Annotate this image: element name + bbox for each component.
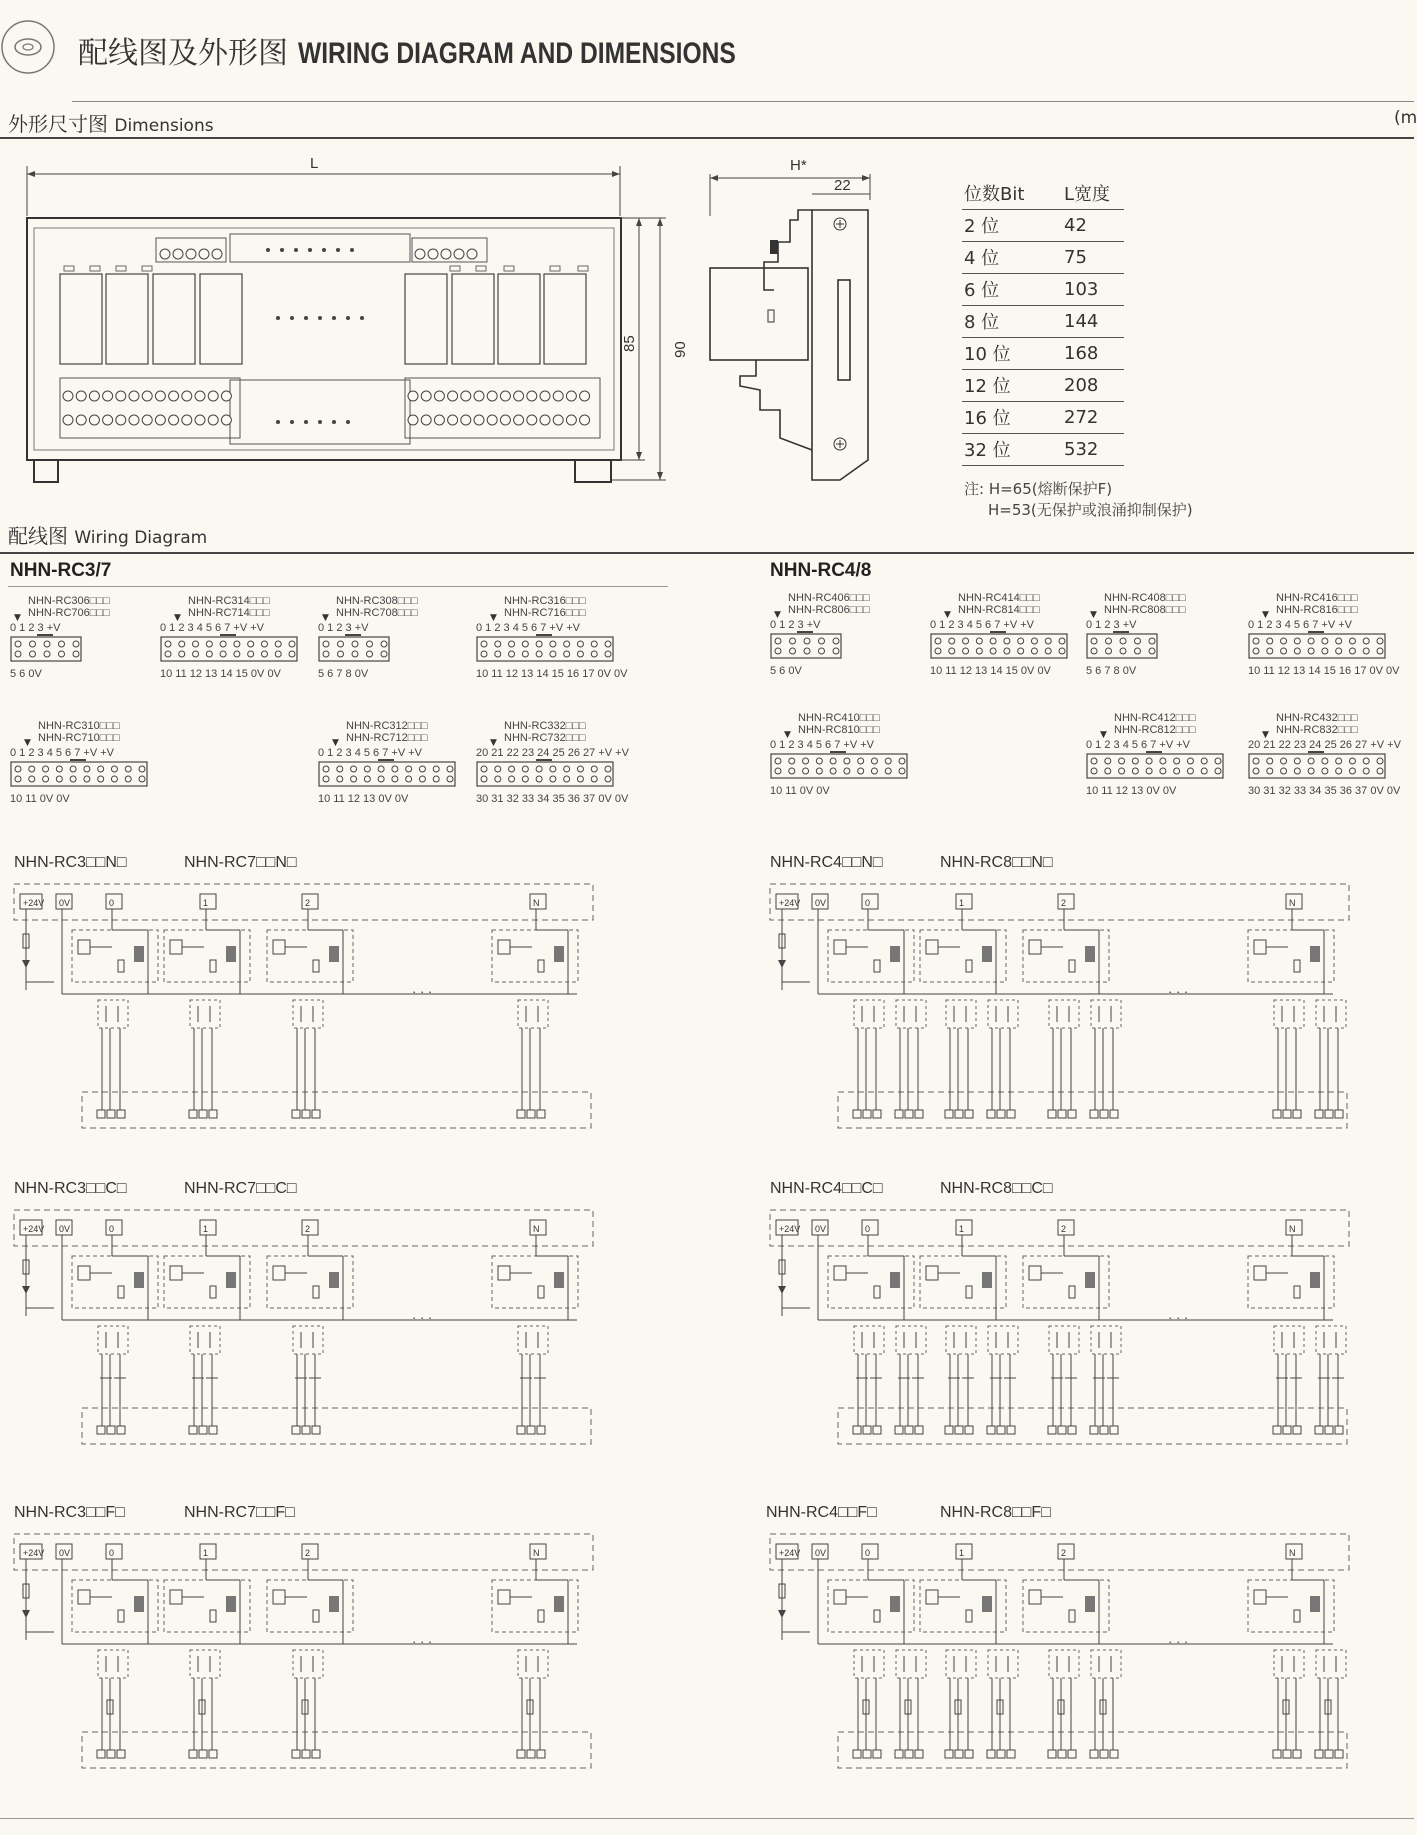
pin-labels-bottom: 30 31 32 33 34 35 36 37 0V 0V xyxy=(1248,785,1401,797)
model-block xyxy=(1086,592,1186,677)
model-name: NHN-RC416□□□ xyxy=(1276,592,1358,604)
wiring-schematic-c-single xyxy=(12,1208,607,1458)
terminal-label: 1 xyxy=(203,898,209,908)
bit-cell: 8 位 xyxy=(962,306,1062,338)
pin-labels: 20 21 22 23 24 25 26 27 +V +V xyxy=(1248,739,1401,751)
model-name: NHN-RC408□□□ xyxy=(1104,592,1186,604)
ellipsis-label: · · · xyxy=(412,1310,433,1325)
pin-labels: 0 1 2 3 4 5 6 7 +V +V xyxy=(770,739,874,751)
model-block xyxy=(10,720,150,805)
pin-labels-bottom: 10 11 12 13 14 15 0V 0V xyxy=(160,668,281,680)
pin-labels-bottom: 5 6 7 8 0V xyxy=(1086,665,1137,677)
terminal-label: 2 xyxy=(305,898,311,908)
terminal-label: 2 xyxy=(1061,898,1067,908)
terminal-label: 0 xyxy=(865,1548,871,1558)
model-block xyxy=(1248,592,1399,677)
model-name: NHN-RC314□□□ xyxy=(188,595,270,607)
width-cell: 168 xyxy=(1062,338,1124,370)
width-cell: 532 xyxy=(1062,434,1124,466)
terminal-label: +24V xyxy=(779,898,801,908)
model-name: NHN-RC332□□□ xyxy=(504,720,586,732)
page-title-en: WIRING DIAGRAM AND DIMENSIONS xyxy=(297,37,736,70)
pin-labels-bottom: 10 11 12 13 14 15 0V 0V xyxy=(930,665,1051,677)
terminal-label: 0V xyxy=(815,898,827,908)
model-name-alt: NHN-RC806□□□ xyxy=(788,604,870,616)
model-name-alt: NHN-RC812□□□ xyxy=(1114,724,1196,736)
terminal-label: 0V xyxy=(59,898,71,908)
model-name: NHN-RC432□□□ xyxy=(1276,712,1358,724)
connector-icon xyxy=(318,759,458,789)
model-name: NHN-RC410□□□ xyxy=(798,712,880,724)
unit-label: (m xyxy=(1394,108,1417,128)
pin1-marker-icon: ▼ xyxy=(774,610,781,620)
footer-divider xyxy=(0,1818,1414,1819)
group-label-rc8n: NHN-RC8□□N□ xyxy=(940,854,1053,871)
terminal-label: N xyxy=(1289,898,1296,908)
pin1-marker-icon: ▼ xyxy=(14,613,21,623)
pin-labels: 0 1 2 3 4 5 6 7 +V +V xyxy=(160,622,264,634)
table-row xyxy=(962,210,1124,242)
group-label-rc7c: NHN-RC7□□C□ xyxy=(184,1180,297,1197)
model-block xyxy=(318,595,418,680)
terminal-label: 1 xyxy=(959,1224,965,1234)
pin-labels: 0 1 2 3 4 5 6 7 +V +V xyxy=(930,619,1034,631)
pin1-marker-icon: ▼ xyxy=(1262,730,1269,740)
model-name: NHN-RC308□□□ xyxy=(336,595,418,607)
pin1-marker-icon: ▼ xyxy=(332,738,339,748)
model-name: NHN-RC310□□□ xyxy=(38,720,120,732)
table-row xyxy=(962,370,1124,402)
side-view-drawing xyxy=(700,150,880,490)
width-cell: 42 xyxy=(1062,210,1124,242)
terminal-label: 1 xyxy=(203,1224,209,1234)
pin1-marker-icon: ▼ xyxy=(490,738,497,748)
pin-labels: 0 1 2 3 +V xyxy=(318,622,369,634)
pin1-marker-icon: ▼ xyxy=(24,738,31,748)
dimensions-heading-cn: 外形尺寸图 xyxy=(8,112,108,136)
ellipsis-label: · · · xyxy=(1168,984,1189,999)
terminal-label: +24V xyxy=(779,1548,801,1558)
terminal-label: 0 xyxy=(865,1224,871,1234)
wiring-schematic-f-single xyxy=(12,1532,607,1782)
terminal-label: N xyxy=(533,1548,540,1558)
wiring-schematic-f-dual xyxy=(768,1532,1363,1782)
dim-90-label: 90 xyxy=(672,341,689,358)
model-block xyxy=(10,595,110,680)
logo-icon xyxy=(0,16,60,76)
pin-labels-bottom: 10 11 0V 0V xyxy=(770,785,830,797)
terminal-label: 1 xyxy=(959,898,965,908)
front-view-drawing xyxy=(20,150,689,490)
pin-labels: 0 1 2 3 +V xyxy=(770,619,821,631)
wiring-heading-en: Wiring Diagram xyxy=(74,528,208,548)
model-block xyxy=(476,720,629,805)
wiring-heading-cn: 配线图 xyxy=(8,524,68,548)
pin-labels: 20 21 22 23 24 25 26 27 +V +V xyxy=(476,747,629,759)
model-name: NHN-RC306□□□ xyxy=(28,595,110,607)
left-series-underline xyxy=(8,586,668,587)
pin-labels: 0 1 2 3 4 5 6 7 +V +V xyxy=(1086,739,1190,751)
terminal-label: 2 xyxy=(1061,1224,1067,1234)
group-label-rc3c: NHN-RC3□□C□ xyxy=(14,1180,127,1197)
connector-icon xyxy=(160,634,300,664)
model-name: NHN-RC316□□□ xyxy=(504,595,586,607)
pin1-marker-icon: ▼ xyxy=(174,613,181,623)
table-row xyxy=(962,402,1124,434)
pin-labels: 0 1 2 3 4 5 6 7 +V +V xyxy=(1248,619,1352,631)
pin-labels-bottom: 5 6 0V xyxy=(770,665,802,677)
bit-cell: 10 位 xyxy=(962,338,1062,370)
dim-85-label: 85 xyxy=(621,335,638,352)
connector-icon xyxy=(930,631,1070,661)
bit-cell: 4 位 xyxy=(962,242,1062,274)
ellipsis-label: · · · xyxy=(1168,1310,1189,1325)
model-block xyxy=(1086,712,1226,797)
terminal-label: 0 xyxy=(865,898,871,908)
terminal-label: +24V xyxy=(779,1224,801,1234)
connector-icon xyxy=(1086,751,1226,781)
terminal-label: 0V xyxy=(815,1548,827,1558)
pin1-marker-icon: ▼ xyxy=(784,730,791,740)
terminal-label: 2 xyxy=(1061,1548,1067,1558)
terminal-label: 1 xyxy=(203,1548,209,1558)
bit-width-table xyxy=(962,178,1124,466)
model-name-alt: NHN-RC714□□□ xyxy=(188,607,270,619)
terminal-label: 0 xyxy=(109,898,115,908)
table-row xyxy=(962,306,1124,338)
group-label-rc7f: NHN-RC7□□F□ xyxy=(184,1504,295,1521)
model-block xyxy=(160,595,300,680)
terminal-label: N xyxy=(533,1224,540,1234)
pin-labels: 0 1 2 3 4 5 6 7 +V +V xyxy=(476,622,580,634)
pin-labels-bottom: 10 11 12 13 14 15 16 17 0V 0V xyxy=(1248,665,1400,677)
terminal-label: 2 xyxy=(305,1224,311,1234)
terminal-label: 0V xyxy=(59,1224,71,1234)
terminal-label: +24V xyxy=(23,1224,45,1234)
terminal-label: 0 xyxy=(109,1548,115,1558)
width-cell: 208 xyxy=(1062,370,1124,402)
bit-cell: 2 位 xyxy=(962,210,1062,242)
pin-labels-bottom: 10 11 0V 0V xyxy=(10,793,70,805)
terminal-label: +24V xyxy=(23,898,45,908)
pin1-marker-icon: ▼ xyxy=(1100,730,1107,740)
terminal-label: 0 xyxy=(109,1224,115,1234)
dim-22-label: 22 xyxy=(834,177,851,194)
model-name: NHN-RC406□□□ xyxy=(788,592,870,604)
model-name: NHN-RC412□□□ xyxy=(1114,712,1196,724)
group-label-rc4n: NHN-RC4□□N□ xyxy=(770,854,883,871)
table-row xyxy=(962,338,1124,370)
pin-labels-bottom: 10 11 12 13 0V 0V xyxy=(1086,785,1177,797)
group-label-rc3n: NHN-RC3□□N□ xyxy=(14,854,127,871)
pin-labels: 0 1 2 3 +V xyxy=(1086,619,1137,631)
pin1-marker-icon: ▼ xyxy=(322,613,329,623)
note-line-2: H=53(无保护或浪涌抑制保护) xyxy=(988,501,1193,519)
model-name-alt: NHN-RC816□□□ xyxy=(1276,604,1358,616)
page-title-cn: 配线图及外形图 xyxy=(78,36,288,71)
left-series-heading: NHN-RC3/7 xyxy=(10,560,112,581)
width-cell: 75 xyxy=(1062,242,1124,274)
model-name-alt: NHN-RC710□□□ xyxy=(38,732,120,744)
wiring-heading xyxy=(8,520,207,549)
pin1-marker-icon: ▼ xyxy=(1262,610,1269,620)
pin-labels-bottom: 5 6 0V xyxy=(10,668,42,680)
wiring-schematic-n-single xyxy=(12,882,607,1132)
width-col-header: L宽度 xyxy=(1062,178,1124,210)
terminal-label: 0V xyxy=(59,1548,71,1558)
pin-labels-bottom: 10 11 12 13 14 15 16 17 0V 0V xyxy=(476,668,628,680)
note-line-1: 注: H=65(熔断保护F) xyxy=(964,480,1113,498)
connector-icon xyxy=(476,634,616,664)
model-name: NHN-RC414□□□ xyxy=(958,592,1040,604)
table-row xyxy=(962,434,1124,466)
wiring-schematic-c-dual xyxy=(768,1208,1363,1458)
pin-labels: 0 1 2 3 4 5 6 7 +V +V xyxy=(10,747,114,759)
group-label-rc8f: NHN-RC8□□F□ xyxy=(940,1504,1051,1521)
model-name-alt: NHN-RC732□□□ xyxy=(504,732,586,744)
connector-icon xyxy=(770,631,844,661)
model-name-alt: NHN-RC706□□□ xyxy=(28,607,110,619)
model-block xyxy=(476,595,627,680)
width-cell: 103 xyxy=(1062,274,1124,306)
model-name-alt: NHN-RC832□□□ xyxy=(1276,724,1358,736)
connector-icon xyxy=(770,751,910,781)
bit-col-header: 位数Bit xyxy=(962,178,1062,210)
pin-labels: 0 1 2 3 +V xyxy=(10,622,61,634)
table-row xyxy=(962,242,1124,274)
model-name-alt: NHN-RC708□□□ xyxy=(336,607,418,619)
connector-icon xyxy=(476,759,616,789)
model-name-alt: NHN-RC712□□□ xyxy=(346,732,428,744)
group-label-rc4f: NHN-RC4□□F□ xyxy=(766,1504,877,1521)
ellipsis-label: · · · xyxy=(412,984,433,999)
model-name-alt: NHN-RC810□□□ xyxy=(798,724,880,736)
model-name: NHN-RC312□□□ xyxy=(346,720,428,732)
connector-icon xyxy=(1086,631,1160,661)
pin-labels-bottom: 30 31 32 33 34 35 36 37 0V 0V xyxy=(476,793,629,805)
model-name-alt: NHN-RC808□□□ xyxy=(1104,604,1186,616)
group-label-rc7n: NHN-RC7□□N□ xyxy=(184,854,297,871)
model-block xyxy=(770,592,870,677)
dimensions-divider xyxy=(0,137,1414,139)
model-block xyxy=(318,720,458,805)
pin-labels: 0 1 2 3 4 5 6 7 +V +V xyxy=(318,747,422,759)
terminal-label: N xyxy=(1289,1548,1296,1558)
bit-cell: 16 位 xyxy=(962,402,1062,434)
wiring-schematic-n-dual xyxy=(768,882,1363,1132)
ellipsis-label: · · · xyxy=(412,1634,433,1649)
model-block xyxy=(930,592,1070,677)
bit-cell: 32 位 xyxy=(962,434,1062,466)
pin1-marker-icon: ▼ xyxy=(490,613,497,623)
dim-H-label: H* xyxy=(790,157,807,174)
table-row xyxy=(962,274,1124,306)
model-block xyxy=(770,712,910,797)
page-title xyxy=(78,28,831,72)
dimensions-heading-en: Dimensions xyxy=(114,116,214,136)
bit-cell: 6 位 xyxy=(962,274,1062,306)
terminal-label: N xyxy=(533,898,540,908)
pin-labels-bottom: 10 11 12 13 0V 0V xyxy=(318,793,409,805)
dim-L-label: L xyxy=(310,155,319,172)
pin1-marker-icon: ▼ xyxy=(1090,610,1097,620)
model-block xyxy=(1248,712,1401,797)
terminal-label: 1 xyxy=(959,1548,965,1558)
header-divider xyxy=(72,101,1414,102)
connector-icon xyxy=(10,759,150,789)
group-label-rc3f: NHN-RC3□□F□ xyxy=(14,1504,125,1521)
wiring-divider xyxy=(0,552,1414,554)
width-cell: 144 xyxy=(1062,306,1124,338)
ellipsis-label: · · · xyxy=(1168,1634,1189,1649)
right-series-heading: NHN-RC4/8 xyxy=(770,560,872,581)
model-name-alt: NHN-RC716□□□ xyxy=(504,607,586,619)
pin1-marker-icon: ▼ xyxy=(944,610,951,620)
terminal-label: 0V xyxy=(815,1224,827,1234)
model-name-alt: NHN-RC814□□□ xyxy=(958,604,1040,616)
pin-labels-bottom: 5 6 7 8 0V xyxy=(318,668,369,680)
connector-icon xyxy=(1248,631,1388,661)
connector-icon xyxy=(1248,751,1388,781)
group-label-rc4c: NHN-RC4□□C□ xyxy=(770,1180,883,1197)
group-label-rc8c: NHN-RC8□□C□ xyxy=(940,1180,1053,1197)
terminal-label: N xyxy=(1289,1224,1296,1234)
width-cell: 272 xyxy=(1062,402,1124,434)
terminal-label: 2 xyxy=(305,1548,311,1558)
connector-icon xyxy=(318,634,392,664)
terminal-label: +24V xyxy=(23,1548,45,1558)
bit-cell: 12 位 xyxy=(962,370,1062,402)
dimensions-heading xyxy=(8,108,214,137)
connector-icon xyxy=(10,634,84,664)
header-logo xyxy=(0,16,60,76)
